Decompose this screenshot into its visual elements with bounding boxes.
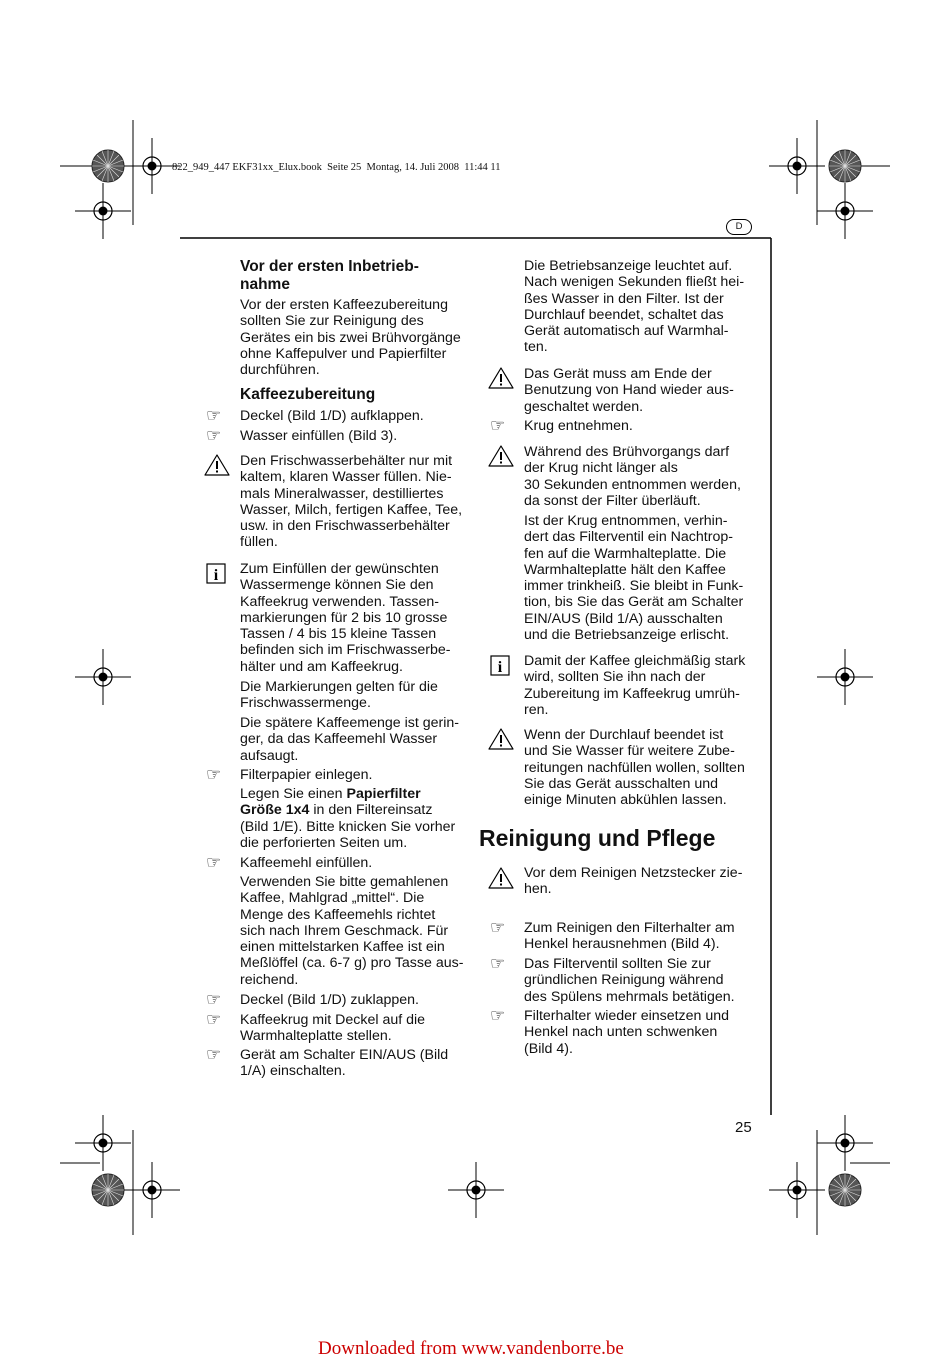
paragraph-first-use: Vor der ersten Kaffeezubereitung sollten Sie zur Reinigung des Gerätes ein bis zwei Brühvorgänge ohne Kaffepulver und Papierfilter durchführen. [240,297,461,379]
heading-cleaning: Reinigung und Pflege [479,825,716,851]
pointing-hand-icon: ☞ [490,1006,506,1025]
warning-cold-water: Den Frischwasserbehälter nur mit kaltem, klaren Wasser füllen. Nie- mals Mineralwasser, destilliertes Wasser, Milch, fertigen Kaffee, Tee, usw. in den Frischwasserbehälter füllen. [240,453,463,551]
pointing-hand-icon: ☞ [206,406,222,425]
info-coffee-amount: Die spätere Kaffeemenge ist gerin- ger, da das Kaffeemehl Wasser aufsaugt. [240,715,459,764]
warning-jug-removal-detail: Ist der Krug entnommen, verhin- dert das Filterventil ein Nachtrop- fen auf die Warmhalteplatte. Die Warmhalteplatte hält den Kaffee immer trinkheiß. Sie bleibt in Funk- tion, bis Sie das Gerät am Schalter EIN/AUS (Bild 1/A) ausschalten und die Betriebsanzeige erlischt. [524,513,744,644]
step-remove-jug: Krug entnehmen. [524,418,633,434]
language-badge [726,219,752,235]
info-icon [488,655,514,677]
filter-text-a: Legen Sie einen [240,786,347,802]
filter-text-c: in den Filtereinsatz (Bild 1/E). Bitte knicken Sie vorher die perforierten Seiten um. [240,802,456,851]
info-water-amount: Zum Einfüllen der gewünschten Wassermenge können Sie den Kaffeekrug verwenden. Tassen- markierungen für 2 bis 10 grosse Tassen / 4 bis 15 kleine Tassen befinden sich im Frischwasserbe- hälter und am Kaffeekrug. [240,561,451,675]
paragraph-indicator: Die Betriebsanzeige leuchtet auf. Nach wenigen Sekunden fließt hei- ßes Wasser in den Filter. Ist der Durchlauf beendet, schaltet das Gerät automatisch auf Warmhal- ten. [524,258,745,356]
step-close-lid: Deckel (Bild 1/D) zuklappen. [240,992,419,1008]
step-switch-on: Gerät am Schalter EIN/AUS (Bild 1/A) einschalten. [240,1047,449,1080]
step-remove-filter-holder: Zum Reinigen den Filterhalter am Henkel herausnehmen (Bild 4). [524,920,735,953]
language-badge-label: D [735,221,743,232]
warning-unplug: Vor dem Reinigen Netzstecker zie- hen. [524,865,743,898]
pointing-hand-icon: ☞ [206,990,222,1009]
download-note: Downloaded from www.vandenborre.be [318,1338,624,1359]
warning-jug-removal: Während des Brühvorgangs darf der Krug nicht länger als 30 Sekunden entnommen werden, da sonst der Filter überläuft. [524,444,741,509]
warning-switch-off: Das Gerät muss am Ende der Benutzung von Hand wieder aus- geschaltet werden. [524,366,734,415]
pointing-hand-icon: ☞ [206,1010,222,1029]
pointing-hand-icon: ☞ [490,918,506,937]
warning-triangle-icon [488,445,514,467]
heading-coffee-preparation: Kaffeezubereitung [240,386,376,403]
warning-refill: Wenn der Durchlauf beendet ist und Sie Wasser für weitere Zube- reitungen nachfüllen wollen, sollten Sie das Gerät ausschalten und einige Minuten abkühlen lassen. [524,727,745,809]
warning-triangle-icon [488,728,514,750]
heading-first-use: Vor der ersten Inbetrieb- nahme [240,258,419,293]
file-info: 822_949_447 EKF31xx_Elux.book Seite 25 Montag, 14. Juli 2008 11:44 11 [172,162,501,173]
step-place-jug: Kaffeekrug mit Deckel auf die Warmhalteplatte stellen. [240,1012,426,1045]
pointing-hand-icon: ☞ [206,853,222,872]
info-markings: Die Markierungen gelten für die Frischwassermenge. [240,679,438,712]
filter-size: Papierfilter Größe 1x4 [240,786,421,819]
step-filter-paper: Filterpapier einlegen. [240,767,373,783]
info-icon [204,563,230,585]
pointing-hand-icon: ☞ [206,765,222,784]
pointing-hand-icon: ☞ [206,1045,222,1064]
pointing-hand-icon: ☞ [490,416,506,435]
warning-triangle-icon [204,454,230,476]
step-reinsert-filter-holder: Filterhalter wieder einsetzen und Henkel nach unten schwenken (Bild 4). [524,1008,730,1057]
step-filter-valve: Das Filterventil sollten Sie zur gründlichen Reinigung während des Spülens mehrmals betätigen. [524,956,735,1005]
step-coffee-grounds-detail: Verwenden Sie bitte gemahlenen Kaffee, Mahlgrad „mittel“. Die Menge des Kaffeemehls richtet sich nach Ihrem Geschmack. Für einen mittelstarken Kaffee ist ein Meßlöffel (ca. 6-7 g) pro Tasse aus- reichend. [240,874,464,988]
info-stir: Damit der Kaffee gleichmäßig stark wird, sollten Sie ihn nach der Zubereitung im Kaffeekrug umrüh- ren. [524,653,746,718]
warning-triangle-icon [488,367,514,389]
step-coffee-grounds: Kaffeemehl einfüllen. [240,855,373,871]
step-open-lid: Deckel (Bild 1/D) aufklappen. [240,408,424,424]
pointing-hand-icon: ☞ [206,426,222,445]
page-number: 25 [735,1119,752,1136]
step-filter-paper-detail [240,786,455,851]
warning-triangle-icon [488,867,514,889]
step-fill-water: Wasser einfüllen (Bild 3). [240,428,398,444]
pointing-hand-icon: ☞ [490,954,506,973]
